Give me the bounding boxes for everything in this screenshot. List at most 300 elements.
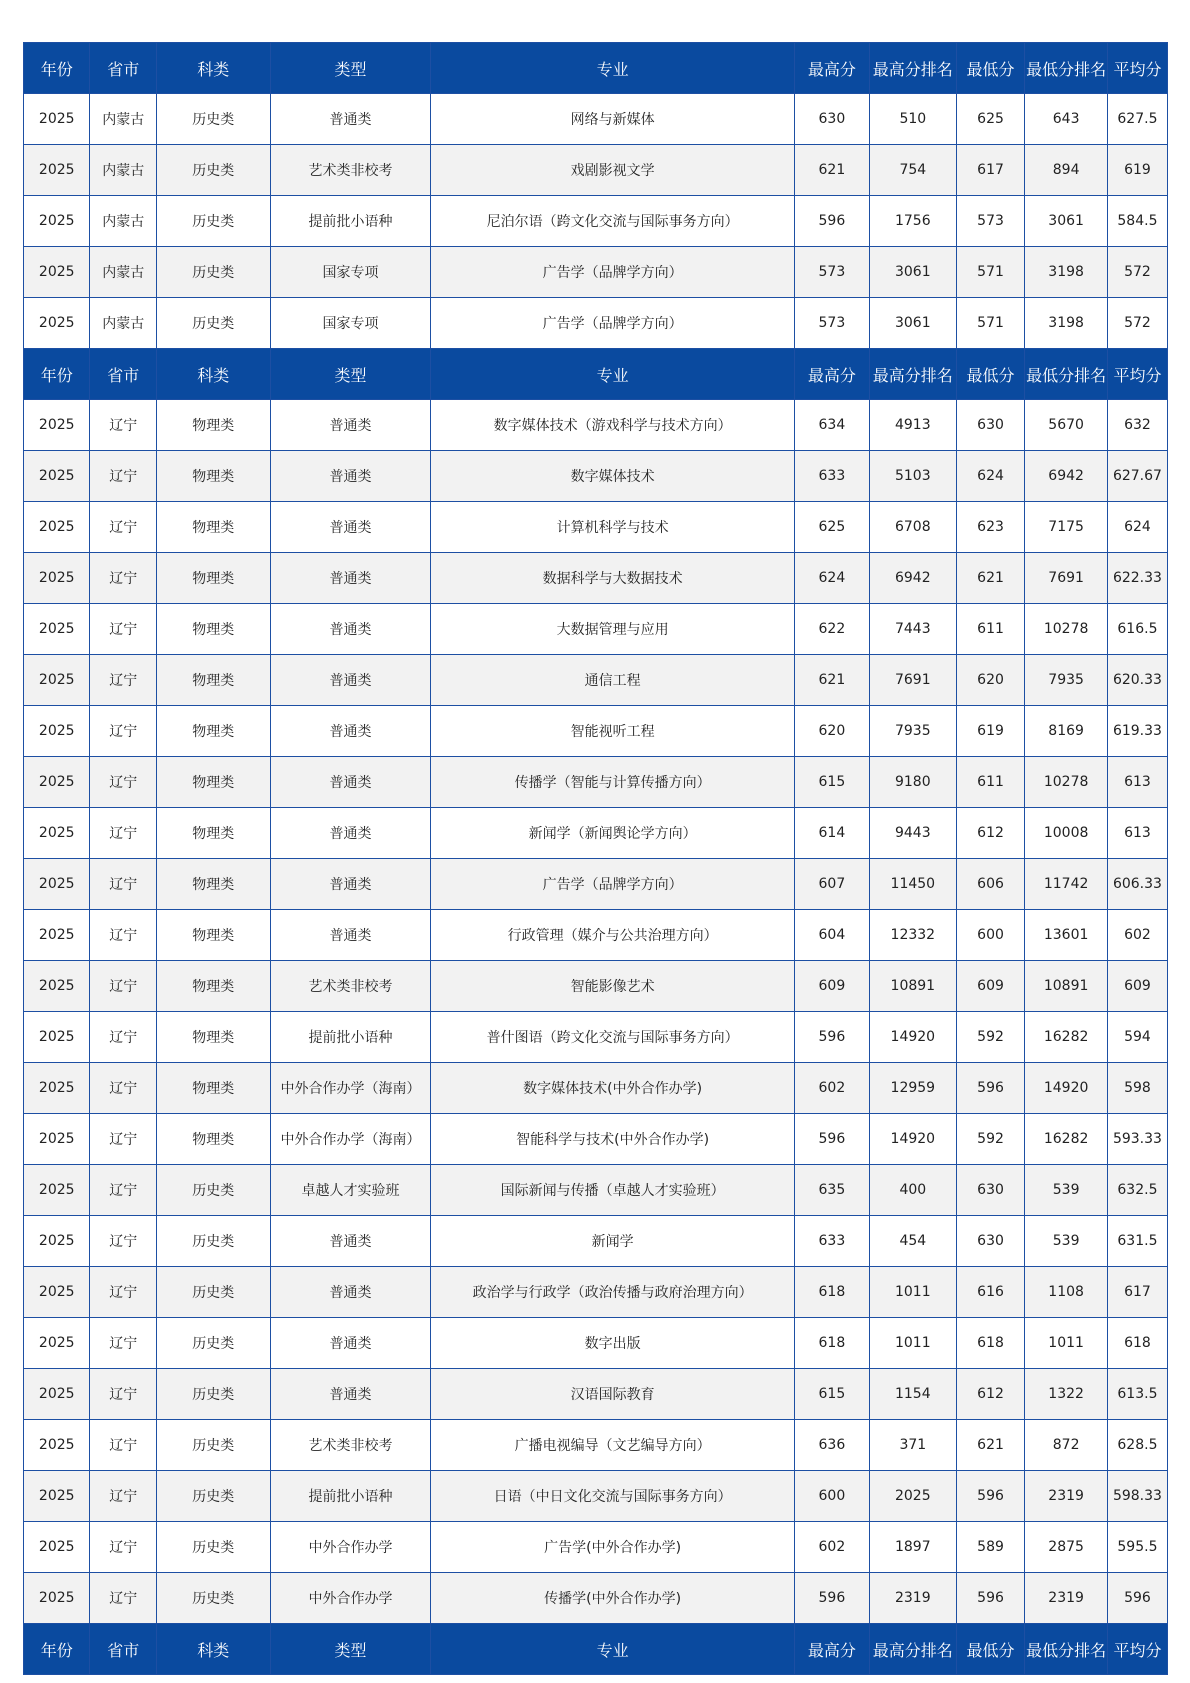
cell-min-rank: 10891 — [1025, 961, 1108, 1012]
cell-max-rank: 9443 — [869, 808, 956, 859]
column-header-province: 省市 — [90, 1624, 156, 1675]
cell-max-score: 573 — [794, 247, 869, 298]
cell-major: 智能视听工程 — [431, 706, 794, 757]
table-row — [24, 1012, 1168, 1063]
cell-max-score: 624 — [794, 553, 869, 604]
cell-min-rank: 13601 — [1025, 910, 1108, 961]
cell-max-rank: 14920 — [869, 1012, 956, 1063]
cell-major: 尼泊尔语（跨文化交流与国际事务方向） — [431, 196, 794, 247]
cell-province: 辽宁 — [90, 1420, 156, 1471]
column-header-year: 年份 — [24, 1624, 90, 1675]
cell-major: 日语（中日文化交流与国际事务方向） — [431, 1471, 794, 1522]
table-row — [24, 910, 1168, 961]
table-row — [24, 1063, 1168, 1114]
cell-category: 提前批小语种 — [270, 196, 431, 247]
cell-min-score: 630 — [956, 1165, 1025, 1216]
cell-min-rank: 1011 — [1025, 1318, 1108, 1369]
cell-max-score: 615 — [794, 1369, 869, 1420]
cell-max-score: 633 — [794, 1216, 869, 1267]
cell-min-score: 592 — [956, 1114, 1025, 1165]
column-header-min-rank: 最低分排名 — [1025, 349, 1108, 400]
cell-year: 2025 — [24, 1216, 90, 1267]
table-row — [24, 706, 1168, 757]
cell-subject: 历史类 — [156, 94, 270, 145]
cell-major: 传播学（智能与计算传播方向） — [431, 757, 794, 808]
column-header-year: 年份 — [24, 349, 90, 400]
cell-subject: 历史类 — [156, 1318, 270, 1369]
column-header-max-rank: 最高分排名 — [869, 349, 956, 400]
cell-province: 辽宁 — [90, 451, 156, 502]
cell-province: 内蒙古 — [90, 94, 156, 145]
admission-score-table — [23, 42, 1168, 1675]
cell-max-rank: 12332 — [869, 910, 956, 961]
cell-max-score: 625 — [794, 502, 869, 553]
cell-major: 广播电视编导（文艺编导方向） — [431, 1420, 794, 1471]
cell-subject: 物理类 — [156, 451, 270, 502]
column-header-major: 专业 — [431, 1624, 794, 1675]
cell-min-score: 571 — [956, 247, 1025, 298]
cell-min-score: 596 — [956, 1471, 1025, 1522]
cell-max-score: 596 — [794, 196, 869, 247]
cell-category: 艺术类非校考 — [270, 145, 431, 196]
cell-min-rank: 10278 — [1025, 757, 1108, 808]
cell-max-rank: 10891 — [869, 961, 956, 1012]
cell-major: 新闻学（新闻舆论学方向） — [431, 808, 794, 859]
cell-min-score: 630 — [956, 1216, 1025, 1267]
column-header-min-rank: 最低分排名 — [1025, 43, 1108, 94]
cell-max-rank: 7935 — [869, 706, 956, 757]
cell-year: 2025 — [24, 604, 90, 655]
cell-province: 辽宁 — [90, 1216, 156, 1267]
cell-avg-score: 602 — [1107, 910, 1167, 961]
cell-avg-score: 632 — [1107, 400, 1167, 451]
cell-category: 普通类 — [270, 1267, 431, 1318]
column-header-max-score: 最高分 — [794, 349, 869, 400]
cell-max-rank: 6708 — [869, 502, 956, 553]
cell-major: 数字媒体技术(中外合作办学) — [431, 1063, 794, 1114]
table-row — [24, 553, 1168, 604]
cell-category: 中外合作办学（海南） — [270, 1114, 431, 1165]
cell-major: 广告学（品牌学方向） — [431, 247, 794, 298]
cell-major: 智能影像艺术 — [431, 961, 794, 1012]
cell-category: 普通类 — [270, 604, 431, 655]
cell-min-rank: 10008 — [1025, 808, 1108, 859]
cell-min-rank: 8169 — [1025, 706, 1108, 757]
cell-major: 数字媒体技术（游戏科学与技术方向） — [431, 400, 794, 451]
column-header-subject: 科类 — [156, 1624, 270, 1675]
cell-max-score: 596 — [794, 1573, 869, 1624]
cell-major: 新闻学 — [431, 1216, 794, 1267]
cell-min-rank: 10278 — [1025, 604, 1108, 655]
cell-min-rank: 3198 — [1025, 298, 1108, 349]
cell-category: 艺术类非校考 — [270, 1420, 431, 1471]
cell-min-score: 606 — [956, 859, 1025, 910]
table-row — [24, 196, 1168, 247]
table-row — [24, 1420, 1168, 1471]
cell-max-rank: 454 — [869, 1216, 956, 1267]
table-row — [24, 859, 1168, 910]
table-row — [24, 1369, 1168, 1420]
cell-year: 2025 — [24, 1267, 90, 1318]
column-header-province: 省市 — [90, 43, 156, 94]
column-header-major: 专业 — [431, 43, 794, 94]
cell-max-rank: 1897 — [869, 1522, 956, 1573]
cell-year: 2025 — [24, 298, 90, 349]
cell-subject: 物理类 — [156, 859, 270, 910]
cell-province: 内蒙古 — [90, 247, 156, 298]
cell-province: 辽宁 — [90, 655, 156, 706]
cell-min-rank: 1322 — [1025, 1369, 1108, 1420]
column-header-major: 专业 — [431, 349, 794, 400]
cell-major: 汉语国际教育 — [431, 1369, 794, 1420]
cell-min-score: 611 — [956, 604, 1025, 655]
cell-subject: 历史类 — [156, 145, 270, 196]
cell-subject: 历史类 — [156, 1471, 270, 1522]
cell-max-score: 618 — [794, 1267, 869, 1318]
cell-year: 2025 — [24, 961, 90, 1012]
cell-avg-score: 631.5 — [1107, 1216, 1167, 1267]
cell-max-rank: 6942 — [869, 553, 956, 604]
cell-avg-score: 593.33 — [1107, 1114, 1167, 1165]
cell-max-score: 621 — [794, 655, 869, 706]
cell-major: 国际新闻与传播（卓越人才实验班） — [431, 1165, 794, 1216]
cell-major: 通信工程 — [431, 655, 794, 706]
cell-major: 广告学(中外合作办学) — [431, 1522, 794, 1573]
cell-max-rank: 400 — [869, 1165, 956, 1216]
cell-avg-score: 594 — [1107, 1012, 1167, 1063]
cell-province: 辽宁 — [90, 1318, 156, 1369]
column-header-max-score: 最高分 — [794, 43, 869, 94]
table-row — [24, 400, 1168, 451]
cell-province: 辽宁 — [90, 502, 156, 553]
cell-max-rank: 7443 — [869, 604, 956, 655]
cell-subject: 历史类 — [156, 1420, 270, 1471]
cell-year: 2025 — [24, 1114, 90, 1165]
cell-category: 普通类 — [270, 451, 431, 502]
cell-max-rank: 3061 — [869, 247, 956, 298]
cell-major: 广告学（品牌学方向） — [431, 298, 794, 349]
table-row — [24, 1573, 1168, 1624]
column-header-min-score: 最低分 — [956, 43, 1025, 94]
cell-major: 数据科学与大数据技术 — [431, 553, 794, 604]
cell-category: 普通类 — [270, 859, 431, 910]
cell-avg-score: 572 — [1107, 298, 1167, 349]
cell-avg-score: 613 — [1107, 808, 1167, 859]
cell-min-rank: 2319 — [1025, 1573, 1108, 1624]
table-row — [24, 1318, 1168, 1369]
cell-min-rank: 2319 — [1025, 1471, 1108, 1522]
cell-avg-score: 632.5 — [1107, 1165, 1167, 1216]
cell-max-score: 621 — [794, 145, 869, 196]
cell-subject: 物理类 — [156, 502, 270, 553]
cell-subject: 历史类 — [156, 1267, 270, 1318]
cell-avg-score: 627.67 — [1107, 451, 1167, 502]
cell-max-score: 622 — [794, 604, 869, 655]
cell-year: 2025 — [24, 1573, 90, 1624]
cell-year: 2025 — [24, 145, 90, 196]
cell-min-rank: 3061 — [1025, 196, 1108, 247]
cell-max-score: 602 — [794, 1522, 869, 1573]
cell-max-score: 635 — [794, 1165, 869, 1216]
cell-min-score: 621 — [956, 1420, 1025, 1471]
table-row — [24, 94, 1168, 145]
cell-province: 辽宁 — [90, 1012, 156, 1063]
cell-province: 辽宁 — [90, 1471, 156, 1522]
cell-province: 辽宁 — [90, 400, 156, 451]
cell-province: 辽宁 — [90, 1114, 156, 1165]
cell-max-score: 634 — [794, 400, 869, 451]
cell-category: 国家专项 — [270, 298, 431, 349]
cell-max-score: 615 — [794, 757, 869, 808]
cell-major: 网络与新媒体 — [431, 94, 794, 145]
cell-min-rank: 16282 — [1025, 1114, 1108, 1165]
cell-major: 政治学与行政学（政治传播与政府治理方向） — [431, 1267, 794, 1318]
cell-province: 辽宁 — [90, 961, 156, 1012]
cell-major: 行政管理（媒介与公共治理方向） — [431, 910, 794, 961]
cell-category: 提前批小语种 — [270, 1012, 431, 1063]
cell-subject: 历史类 — [156, 298, 270, 349]
cell-avg-score: 595.5 — [1107, 1522, 1167, 1573]
cell-min-score: 589 — [956, 1522, 1025, 1573]
column-header-min-rank: 最低分排名 — [1025, 1624, 1108, 1675]
table-row — [24, 1216, 1168, 1267]
cell-max-rank: 510 — [869, 94, 956, 145]
cell-major: 戏剧影视文学 — [431, 145, 794, 196]
cell-province: 内蒙古 — [90, 145, 156, 196]
cell-min-score: 596 — [956, 1573, 1025, 1624]
cell-max-rank: 1011 — [869, 1267, 956, 1318]
cell-province: 辽宁 — [90, 808, 156, 859]
cell-max-score: 600 — [794, 1471, 869, 1522]
cell-subject: 物理类 — [156, 961, 270, 1012]
cell-year: 2025 — [24, 655, 90, 706]
cell-max-rank: 7691 — [869, 655, 956, 706]
cell-min-rank: 643 — [1025, 94, 1108, 145]
cell-province: 内蒙古 — [90, 298, 156, 349]
column-header-max-rank: 最高分排名 — [869, 1624, 956, 1675]
cell-min-rank: 1108 — [1025, 1267, 1108, 1318]
cell-avg-score: 628.5 — [1107, 1420, 1167, 1471]
cell-province: 辽宁 — [90, 910, 156, 961]
cell-min-score: 596 — [956, 1063, 1025, 1114]
cell-max-score: 604 — [794, 910, 869, 961]
cell-province: 辽宁 — [90, 1267, 156, 1318]
column-header-category: 类型 — [270, 43, 431, 94]
cell-year: 2025 — [24, 1318, 90, 1369]
cell-avg-score: 613 — [1107, 757, 1167, 808]
cell-max-score: 618 — [794, 1318, 869, 1369]
cell-major: 智能科学与技术(中外合作办学) — [431, 1114, 794, 1165]
cell-max-score: 620 — [794, 706, 869, 757]
table-row — [24, 1471, 1168, 1522]
cell-year: 2025 — [24, 400, 90, 451]
cell-max-score: 636 — [794, 1420, 869, 1471]
cell-min-score: 623 — [956, 502, 1025, 553]
cell-major: 计算机科学与技术 — [431, 502, 794, 553]
cell-min-score: 611 — [956, 757, 1025, 808]
table-row — [24, 145, 1168, 196]
cell-category: 普通类 — [270, 910, 431, 961]
cell-min-score: 592 — [956, 1012, 1025, 1063]
cell-min-rank: 539 — [1025, 1216, 1108, 1267]
cell-min-rank: 7175 — [1025, 502, 1108, 553]
cell-max-rank: 11450 — [869, 859, 956, 910]
cell-avg-score: 624 — [1107, 502, 1167, 553]
cell-avg-score: 617 — [1107, 1267, 1167, 1318]
cell-subject: 物理类 — [156, 604, 270, 655]
cell-max-score: 607 — [794, 859, 869, 910]
cell-avg-score: 620.33 — [1107, 655, 1167, 706]
column-header-subject: 科类 — [156, 43, 270, 94]
cell-province: 辽宁 — [90, 1522, 156, 1573]
cell-province: 内蒙古 — [90, 196, 156, 247]
cell-max-score: 630 — [794, 94, 869, 145]
cell-subject: 历史类 — [156, 1522, 270, 1573]
cell-min-score: 573 — [956, 196, 1025, 247]
cell-subject: 历史类 — [156, 247, 270, 298]
cell-category: 中外合作办学 — [270, 1522, 431, 1573]
cell-year: 2025 — [24, 1012, 90, 1063]
cell-max-score: 609 — [794, 961, 869, 1012]
cell-subject: 物理类 — [156, 757, 270, 808]
cell-avg-score: 619.33 — [1107, 706, 1167, 757]
cell-max-rank: 1154 — [869, 1369, 956, 1420]
cell-subject: 物理类 — [156, 1063, 270, 1114]
cell-avg-score: 598.33 — [1107, 1471, 1167, 1522]
cell-year: 2025 — [24, 1522, 90, 1573]
cell-max-rank: 14920 — [869, 1114, 956, 1165]
cell-max-rank: 3061 — [869, 298, 956, 349]
cell-min-rank: 872 — [1025, 1420, 1108, 1471]
cell-min-score: 620 — [956, 655, 1025, 706]
cell-min-score: 630 — [956, 400, 1025, 451]
cell-year: 2025 — [24, 451, 90, 502]
cell-subject: 历史类 — [156, 1573, 270, 1624]
table-row — [24, 808, 1168, 859]
cell-subject: 历史类 — [156, 1369, 270, 1420]
cell-max-rank: 371 — [869, 1420, 956, 1471]
cell-major: 数字出版 — [431, 1318, 794, 1369]
cell-year: 2025 — [24, 94, 90, 145]
column-header-min-score: 最低分 — [956, 349, 1025, 400]
cell-major: 普什图语（跨文化交流与国际事务方向） — [431, 1012, 794, 1063]
cell-category: 普通类 — [270, 1369, 431, 1420]
cell-subject: 物理类 — [156, 553, 270, 604]
cell-avg-score: 627.5 — [1107, 94, 1167, 145]
cell-subject: 历史类 — [156, 196, 270, 247]
cell-max-rank: 4913 — [869, 400, 956, 451]
cell-year: 2025 — [24, 1369, 90, 1420]
table-row — [24, 1165, 1168, 1216]
cell-province: 辽宁 — [90, 1369, 156, 1420]
header-row — [24, 43, 1168, 94]
cell-major: 大数据管理与应用 — [431, 604, 794, 655]
cell-province: 辽宁 — [90, 1165, 156, 1216]
cell-category: 普通类 — [270, 94, 431, 145]
cell-avg-score: 622.33 — [1107, 553, 1167, 604]
cell-year: 2025 — [24, 1063, 90, 1114]
cell-province: 辽宁 — [90, 604, 156, 655]
cell-avg-score: 584.5 — [1107, 196, 1167, 247]
column-header-avg-score: 平均分 — [1107, 43, 1167, 94]
cell-min-score: 618 — [956, 1318, 1025, 1369]
cell-province: 辽宁 — [90, 859, 156, 910]
column-header-min-score: 最低分 — [956, 1624, 1025, 1675]
cell-year: 2025 — [24, 859, 90, 910]
column-header-max-rank: 最高分排名 — [869, 43, 956, 94]
cell-max-rank: 9180 — [869, 757, 956, 808]
cell-avg-score: 618 — [1107, 1318, 1167, 1369]
cell-category: 中外合作办学（海南） — [270, 1063, 431, 1114]
cell-min-rank: 2875 — [1025, 1522, 1108, 1573]
cell-year: 2025 — [24, 196, 90, 247]
cell-min-rank: 894 — [1025, 145, 1108, 196]
cell-subject: 历史类 — [156, 1216, 270, 1267]
cell-min-rank: 5670 — [1025, 400, 1108, 451]
cell-avg-score: 609 — [1107, 961, 1167, 1012]
cell-min-score: 619 — [956, 706, 1025, 757]
cell-province: 辽宁 — [90, 706, 156, 757]
cell-min-rank: 6942 — [1025, 451, 1108, 502]
cell-min-score: 609 — [956, 961, 1025, 1012]
cell-subject: 历史类 — [156, 1165, 270, 1216]
table-row — [24, 298, 1168, 349]
cell-year: 2025 — [24, 706, 90, 757]
cell-category: 普通类 — [270, 1216, 431, 1267]
cell-min-rank: 7935 — [1025, 655, 1108, 706]
cell-min-rank: 14920 — [1025, 1063, 1108, 1114]
cell-min-score: 612 — [956, 808, 1025, 859]
cell-province: 辽宁 — [90, 1573, 156, 1624]
cell-max-score: 596 — [794, 1012, 869, 1063]
cell-max-rank: 754 — [869, 145, 956, 196]
cell-subject: 物理类 — [156, 655, 270, 706]
table-row — [24, 604, 1168, 655]
cell-min-rank: 3198 — [1025, 247, 1108, 298]
cell-min-score: 621 — [956, 553, 1025, 604]
column-header-avg-score: 平均分 — [1107, 349, 1167, 400]
table-row — [24, 451, 1168, 502]
cell-year: 2025 — [24, 1420, 90, 1471]
cell-min-score: 625 — [956, 94, 1025, 145]
cell-year: 2025 — [24, 808, 90, 859]
cell-category: 国家专项 — [270, 247, 431, 298]
cell-category: 普通类 — [270, 553, 431, 604]
cell-year: 2025 — [24, 502, 90, 553]
cell-category: 艺术类非校考 — [270, 961, 431, 1012]
cell-category: 提前批小语种 — [270, 1471, 431, 1522]
cell-max-rank: 1756 — [869, 196, 956, 247]
cell-min-score: 624 — [956, 451, 1025, 502]
cell-max-rank: 5103 — [869, 451, 956, 502]
table-body — [24, 43, 1168, 1675]
cell-category: 卓越人才实验班 — [270, 1165, 431, 1216]
cell-year: 2025 — [24, 553, 90, 604]
table-row — [24, 1267, 1168, 1318]
cell-max-score: 596 — [794, 1114, 869, 1165]
cell-max-score: 614 — [794, 808, 869, 859]
table-row — [24, 757, 1168, 808]
column-header-avg-score: 平均分 — [1107, 1624, 1167, 1675]
cell-major: 数字媒体技术 — [431, 451, 794, 502]
cell-subject: 物理类 — [156, 808, 270, 859]
header-row — [24, 349, 1168, 400]
cell-avg-score: 619 — [1107, 145, 1167, 196]
cell-min-rank: 16282 — [1025, 1012, 1108, 1063]
cell-province: 辽宁 — [90, 1063, 156, 1114]
cell-avg-score: 606.33 — [1107, 859, 1167, 910]
cell-min-rank: 539 — [1025, 1165, 1108, 1216]
